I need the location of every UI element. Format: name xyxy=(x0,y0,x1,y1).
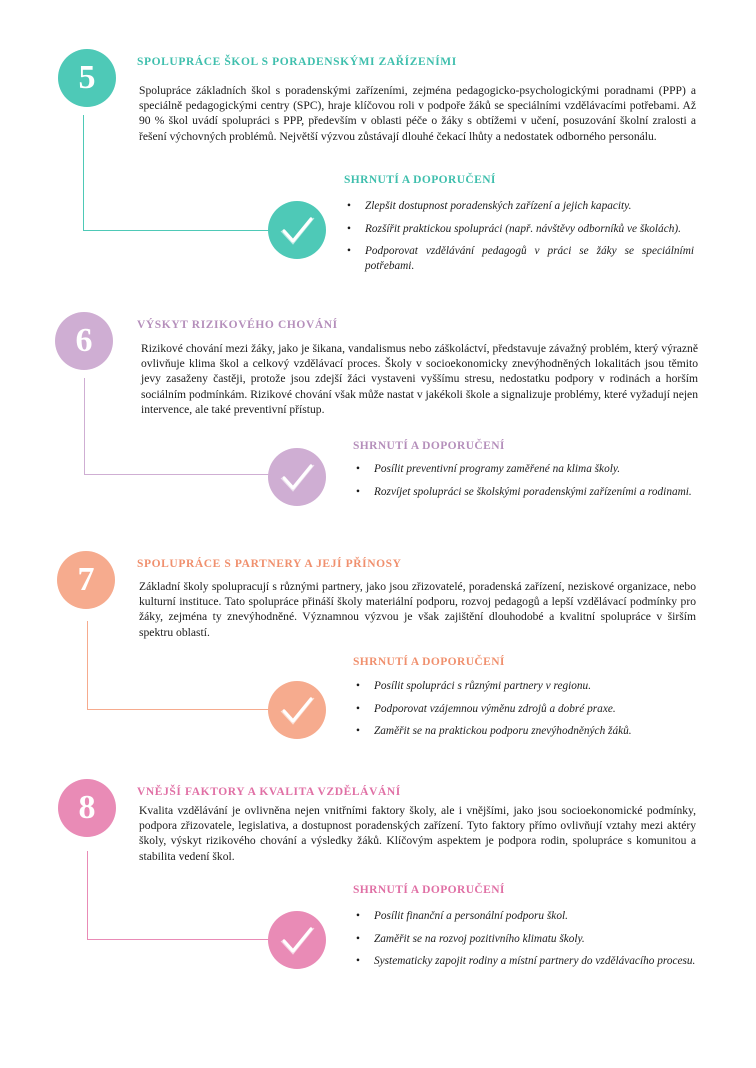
summary-list xyxy=(345,199,694,281)
connector-vertical-line xyxy=(83,115,84,231)
connector-horizontal-line xyxy=(83,230,270,231)
summary-item: • Podporovat vzdělávání pedagogů v práci se žáky se speciálními potřebami. xyxy=(345,244,694,273)
summary-list xyxy=(354,909,706,977)
summary-title: SHRNUTÍ A DOPORUČENÍ xyxy=(353,884,505,896)
section-number-badge: 5 xyxy=(58,49,116,107)
summary-list xyxy=(354,462,706,507)
section-title: SPOLUPRÁCE S PARTNERY A JEJÍ PŘÍNOSY xyxy=(137,558,402,570)
section-body-text: Spolupráce základních škol s poradenskými zařízeními, zejména pedagogicko-psychologickými poradnami (PPP) a speciálně pedagogickými centry (SPC), hraje klíčovou roli v podpoře žáků se speciálními vzdělávacími potřebami. Až 90 % škol uvádí spolupráci s PPP, především v oblasti péče o žáky s obtížemi v učení, posuzování školní zralosti a řešení výchovných problémů. Největší výzvou zůstávají dlouhé čekací lhůty a nedostatek odborného personálu. xyxy=(139,84,696,143)
summary-title: SHRNUTÍ A DOPORUČENÍ xyxy=(353,440,505,452)
section-6 xyxy=(0,312,756,532)
section-7 xyxy=(0,551,756,751)
section-5 xyxy=(0,49,756,299)
connector-vertical-line xyxy=(87,851,88,940)
summary-item: • Zaměřit se na praktickou podporu znevýhodněných žáků. xyxy=(354,724,706,739)
summary-item: • Zaměřit se na rozvoj pozitivního klimatu školy. xyxy=(354,932,706,947)
summary-item: • Zlepšit dostupnost poradenských zařízení a jejich kapacity. xyxy=(345,199,694,214)
summary-item: • Rozvíjet spolupráci se školskými poradenskými zařízeními a rodinami. xyxy=(354,485,706,500)
connector-horizontal-line xyxy=(87,709,270,710)
section-number-badge: 6 xyxy=(55,312,113,370)
summary-title: SHRNUTÍ A DOPORUČENÍ xyxy=(353,656,505,668)
summary-item: • Posílit preventivní programy zaměřené na klima školy. xyxy=(354,462,706,477)
section-8 xyxy=(0,779,756,999)
section-title: VÝSKYT RIZIKOVÉHO CHOVÁNÍ xyxy=(137,319,338,331)
section-title: SPOLUPRÁCE ŠKOL S PORADENSKÝMI ZAŘÍZENÍMI xyxy=(137,56,457,68)
summary-item: • Posílit spolupráci s různými partnery v regionu. xyxy=(354,679,706,694)
connector-horizontal-line xyxy=(87,939,270,940)
connector-vertical-line xyxy=(87,621,88,710)
summary-list xyxy=(354,679,706,747)
section-title: VNĚJŠÍ FAKTORY A KVALITA VZDĚLÁVÁNÍ xyxy=(137,786,401,798)
section-body-text: Rizikové chování mezi žáky, jako je šikana, vandalismus nebo záškoláctví, představuje závažný problém, který výrazně ovlivňuje klima škol a celkový vzdělávací proces. Školy v socioekonomicky znevýhodněných lokalitách jsou těmito jevy zasaženy častěji, protože jsou zdejší žáci vystaveni vyššímu stresu, nedostatku podpory v rodinách a horším sociálním podmínkám. Rizikové chování však může nastat v jakékoli škole a signalizuje problémy, které vyžadují nejen intervence, ale také preventivní přístup. xyxy=(141,342,698,416)
section-number-badge: 8 xyxy=(58,779,116,837)
section-number-badge: 7 xyxy=(57,551,115,609)
checkmark-icon xyxy=(268,681,326,739)
connector-vertical-line xyxy=(84,378,85,475)
summary-item: • Posílit finanční a personální podporu škol. xyxy=(354,909,706,924)
checkmark-icon xyxy=(268,201,326,259)
summary-item: • Podporovat vzájemnou výměnu zdrojů a dobré praxe. xyxy=(354,702,706,717)
connector-horizontal-line xyxy=(84,474,270,475)
summary-title: SHRNUTÍ A DOPORUČENÍ xyxy=(344,174,496,186)
checkmark-icon xyxy=(268,448,326,506)
section-body-text: Kvalita vzdělávání je ovlivněna nejen vnitřními faktory školy, ale i vnějšími, jako jsou socioekonomické podmínky, podpora zřizovatele, legislativa, a dostupnost poradenských zařízení. Tyto faktory přímo ovlivňují vztahy mezi aktéry školy, výskyt rizikového chování a výsledky žáků. Klíčovým aspektem je podpora rodin, spolupráce s komunitou a stabilita vedení škol. xyxy=(139,804,696,863)
checkmark-icon xyxy=(268,911,326,969)
summary-item: • Rozšířit praktickou spolupráci (např. návštěvy odborníků ve školách). xyxy=(345,222,694,237)
section-body-text: Základní školy spolupracují s různými partnery, jako jsou zřizovatelé, poradenská zařízení, neziskové organizace, nebo kulturní instituce. Tato spolupráce přináší školy materiální podporu, rozvoj pedagogů a lepší vzdělávací podmínky pro žáky, zejména ty znevýhodněné. Významnou výzvou je však zajištění dlouhodobé a kvalitní spolupráce v širším spektru oblastí. xyxy=(139,580,696,639)
summary-item: • Systematicky zapojit rodiny a místní partnery do vzdělávacího procesu. xyxy=(354,954,706,969)
